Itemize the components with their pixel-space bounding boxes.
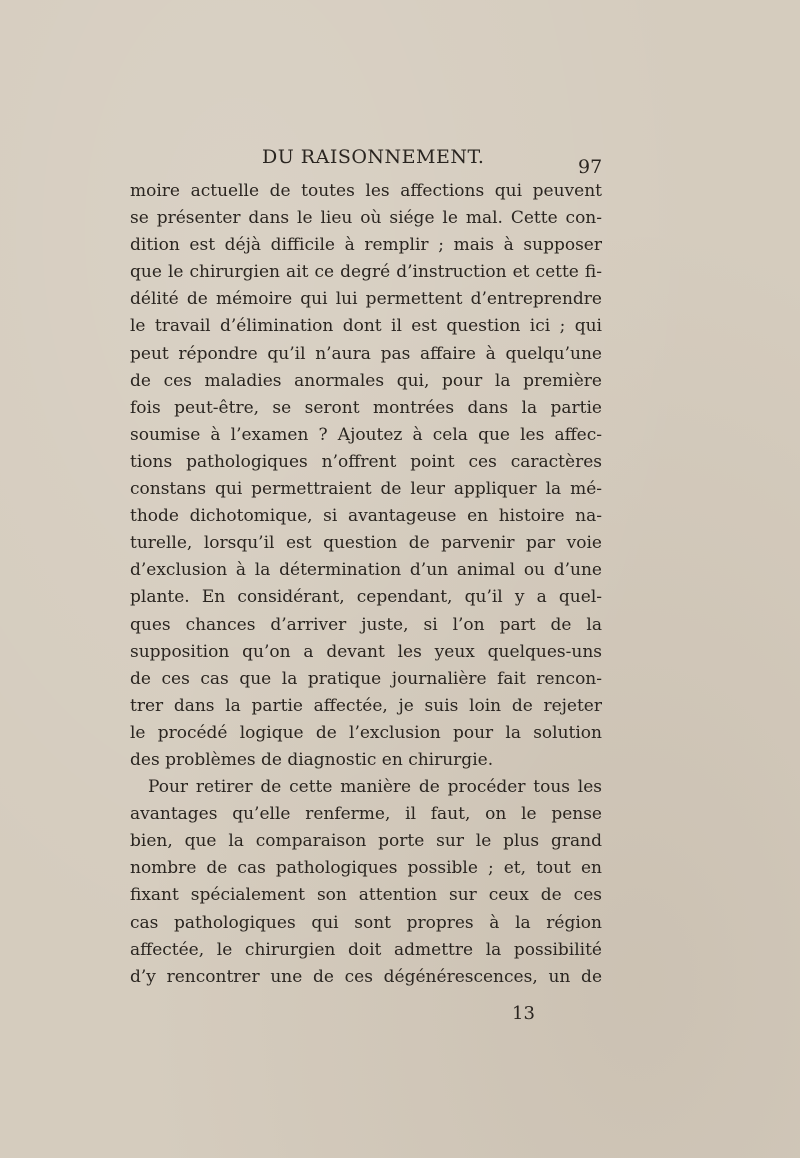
signature-mark: 13: [512, 1003, 535, 1024]
text-line: constans qui permettraient de leur appliquer la mé-: [130, 479, 602, 500]
text-line: des problèmes de diagnostic en chirurgie.: [130, 749, 494, 770]
text-line: moire actuelle de toutes les affections qui peuvent: [130, 181, 602, 201]
text-line: plante. En considérant, cependant, qu’il y a quel-: [130, 587, 602, 608]
page-number: 97: [578, 156, 603, 178]
text-line: fixant spécialement son attention sur ceux de ces: [130, 885, 602, 906]
text-line: le procédé logique de l’exclusion pour la solution: [130, 722, 602, 743]
text-line: soumise à l’examen ? Ajoutez à cela que les affec-: [130, 424, 602, 445]
text-line: fois peut-être, se seront montrées dans la partie: [130, 397, 602, 418]
text-line: tions pathologiques n’offrent point ces caractères: [130, 451, 602, 472]
text-line: dition est déjà difficile à remplir ; mais à supposer: [130, 235, 602, 256]
text-line: d’y rencontrer une de ces dégénérescences, un de: [130, 966, 602, 987]
text-line: délité de mémoire qui lui permettent d’entreprendre: [130, 289, 602, 310]
body-text: [130, 178, 602, 991]
text-line: de ces cas que la pratique journalière fait rencon-: [130, 668, 602, 689]
text-line: peut répondre qu’il n’aura pas affaire à quelqu’une: [130, 343, 602, 364]
text-line: d’exclusion à la détermination d’un animal ou d’une: [130, 560, 602, 581]
text-line: trer dans la partie affectée, je suis loin de rejeter: [130, 695, 602, 716]
text-line: bien, que la comparaison porte sur le plus grand: [130, 831, 602, 852]
text-line: de ces maladies anormales qui, pour la première: [130, 370, 602, 391]
page-header: [0, 146, 800, 176]
text-line: Pour retirer de cette manière de procéder tous les: [148, 777, 602, 798]
text-line: que le chirurgien ait ce degré d’instruction et cette fi-: [130, 262, 602, 283]
text-line: affectée, le chirurgien doit admettre la possibilité: [130, 939, 602, 960]
text-line: supposition qu’on a devant les yeux quelques-uns: [130, 641, 602, 662]
running-title: DU RAISONNEMENT.: [262, 146, 485, 168]
text-line: le travail d’élimination dont il est question ici ; qui: [130, 316, 602, 337]
text-line: avantages qu’elle renferme, il faut, on le pense: [130, 804, 602, 825]
text-line: cas pathologiques qui sont propres à la région: [130, 912, 602, 933]
text-line: nombre de cas pathologiques possible ; et, tout en: [130, 858, 602, 879]
text-line: se présenter dans le lieu où siége le mal. Cette con-: [130, 208, 602, 229]
text-line: turelle, lorsqu’il est question de parvenir par voie: [130, 533, 602, 554]
text-line: ques chances d’arriver juste, si l’on part de la: [130, 614, 602, 635]
text-line: thode dichotomique, si avantageuse en histoire na-: [130, 506, 602, 527]
